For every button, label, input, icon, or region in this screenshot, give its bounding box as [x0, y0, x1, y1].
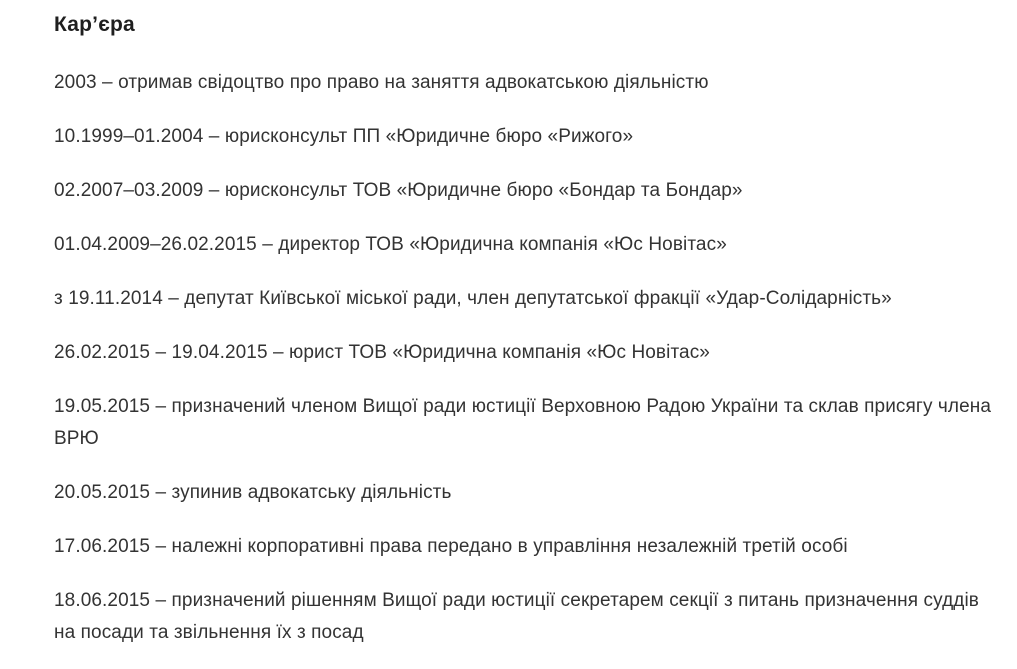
career-entry: 17.06.2015 – належні корпоративні права передано в управління незалежній третій особі — [54, 536, 848, 557]
career-entry: 18.06.2015 – призначений рішенням Вищої ради юстиції секретарем секції з питань призначення суддів на посади та звільнення їх з посад — [54, 590, 979, 643]
career-entry: 02.2007–03.2009 – юрисконсульт ТОВ «Юридичне бюро «Бондар та Бондар» — [54, 180, 743, 201]
career-section-heading: Кар’єра — [54, 13, 135, 36]
career-entry: 20.05.2015 – зупинив адвокатську діяльність — [54, 482, 452, 503]
career-entry: 10.1999–01.2004 – юрисконсульт ПП «Юридичне бюро «Рижого» — [54, 126, 634, 147]
career-entry: з 19.11.2014 – депутат Київської міської ради, член депутатської фракції «Удар-Солідарність» — [54, 288, 892, 309]
career-entry: 2003 – отримав свідоцтво про право на заняття адвокатською діяльністю — [54, 72, 709, 93]
career-entry: 19.05.2015 – призначений членом Вищої ради юстиції Верховною Радою України та склав присягу члена ВРЮ — [54, 396, 992, 449]
career-entry: 26.02.2015 – 19.04.2015 – юрист ТОВ «Юридична компанія «Юс Новітас» — [54, 342, 710, 363]
career-entry: 01.04.2009–26.02.2015 – директор ТОВ «Юридична компанія «Юс Новітас» — [54, 234, 727, 255]
